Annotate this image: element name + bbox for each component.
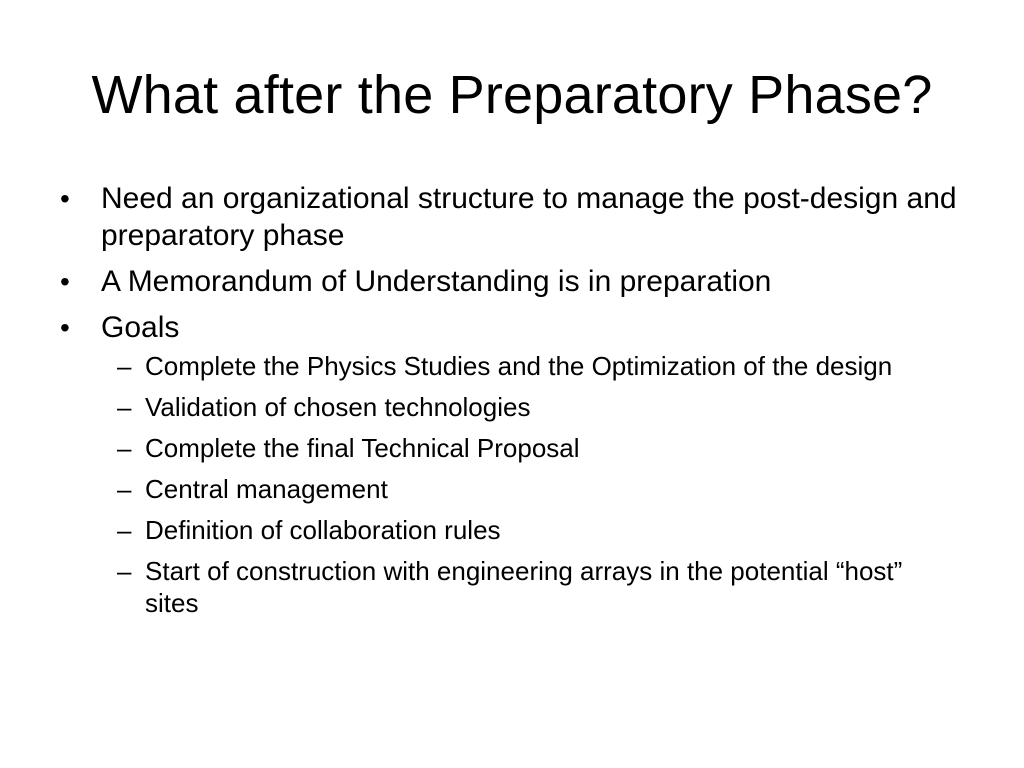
sub-bullet-item: [102, 391, 925, 423]
goals-sublist: [101, 350, 968, 619]
bullet-icon: •: [60, 266, 70, 297]
bullet-item: [58, 263, 968, 300]
dash-icon: –: [117, 351, 132, 381]
dash-icon: –: [117, 392, 132, 422]
sub-bullet-text: Complete the Physics Studies and the Optimization of the design: [145, 351, 893, 381]
bullet-list: [58, 180, 968, 628]
dash-icon: –: [117, 474, 132, 504]
sub-bullet-item: [102, 350, 925, 382]
bullet-text: A Memorandum of Understanding is in preparation: [101, 265, 772, 298]
sub-bullet-item: [102, 432, 925, 464]
sub-bullet-text: Definition of collaboration rules: [145, 515, 501, 545]
sub-bullet-item: [102, 473, 925, 505]
dash-icon: –: [117, 433, 132, 463]
sub-bullet-item: [102, 555, 925, 619]
sub-bullet-text: Central management: [145, 474, 388, 504]
sub-bullet-text: Complete the final Technical Proposal: [145, 433, 580, 463]
bullet-icon: •: [60, 183, 70, 214]
bullet-item: [58, 180, 968, 254]
bullet-text: Goals: [101, 311, 180, 344]
dash-icon: –: [117, 515, 132, 545]
bullet-item-goals: [58, 309, 968, 619]
dash-icon: –: [117, 556, 132, 586]
sub-bullet-text: Validation of chosen technologies: [145, 392, 531, 422]
slide-title: What after the Preparatory Phase?: [91, 65, 933, 125]
sub-bullet-text: Start of construction with engineering arrays in the potential “host” sites: [145, 556, 903, 618]
bullet-text: Need an organizational structure to manage the post-design and preparatory phase: [101, 182, 957, 252]
bullet-icon: •: [60, 312, 70, 343]
sub-bullet-item: [102, 514, 925, 546]
